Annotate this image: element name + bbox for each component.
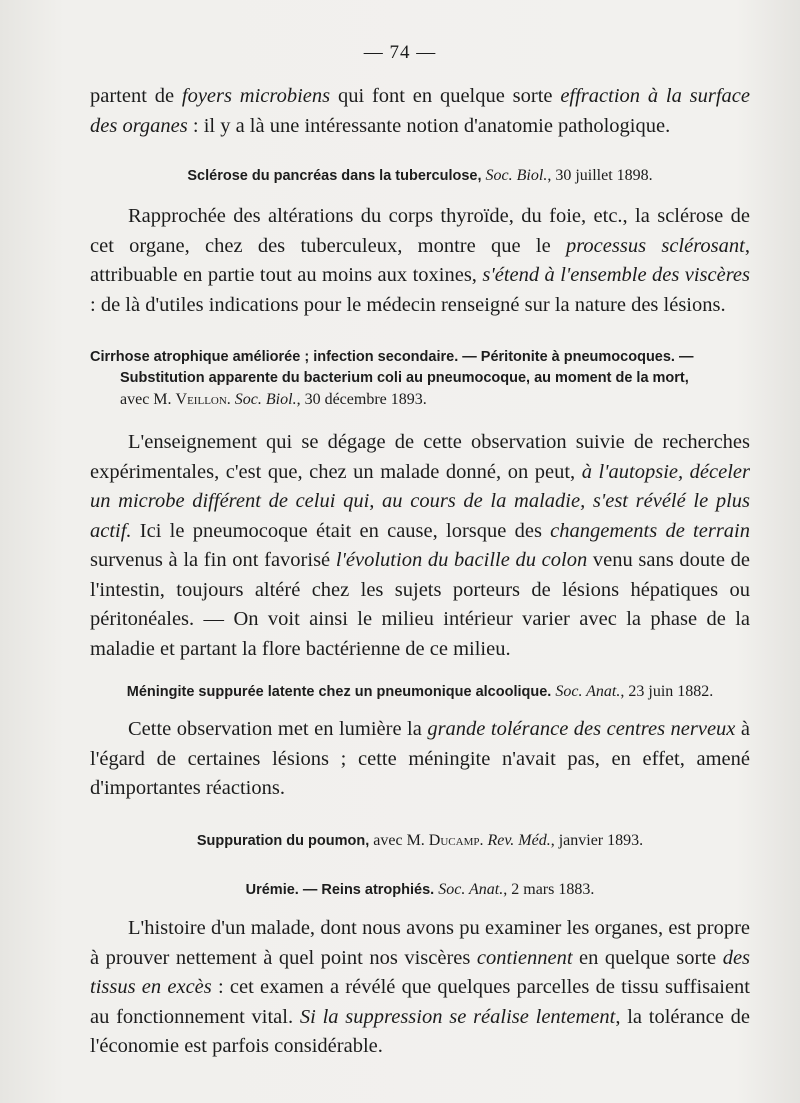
text-run: : cet examen a révélé que quelques parcelles de tissu suffisaient au fonctionnement vital.: [90, 976, 751, 1028]
italic-run: effraction à la surface des organes: [90, 85, 750, 137]
cirrhose-paragraph-block: [90, 428, 750, 664]
section-heading-suppuration: [90, 830, 750, 852]
publication-date: , 23 juin 1882.: [620, 683, 714, 700]
heading-reference: [555, 683, 713, 700]
text-run: : il y a là une intéressante notion d'anatomie pathologique.: [187, 114, 671, 137]
text-run: , la tolérance de l'économie est parfois considérable.: [90, 1005, 750, 1057]
heading-title: Suppuration du poumon,: [196, 833, 370, 849]
italic-run: à l'autopsie, déceler un microbe différent de celui qui, au cours de la maladie, s'est révélé le plus actif.: [90, 460, 750, 542]
publication-date: , 30 juillet 1898.: [547, 167, 653, 184]
heading-line: Cirrhose atrophique améliorée ; infection secondaire. — Péritonite à pneumocoques. —: [90, 349, 694, 365]
section-heading-pancreas: [90, 165, 750, 187]
text-run: : de là d'utiles indications pour le médecin renseigné sur la nature des lésions.: [90, 293, 726, 316]
text-run: , attribuable en partie tout au moins aux toxines,: [90, 234, 750, 286]
text-run: L'enseignement qui se dégage de cette observation suivie de recherches expérimentales, c'est que, chez un malade donné, on peut,: [90, 431, 750, 483]
uremie-paragraph-block: [90, 914, 750, 1062]
heading-title: Méningite suppurée latente chez un pneumonique alcoolique.: [126, 684, 552, 700]
italic-run: processus sclérosant: [565, 234, 745, 257]
page-number: — 74 —: [363, 42, 437, 63]
journal-name: Soc. Anat.: [438, 881, 504, 898]
section-heading-cirrhose: [90, 347, 760, 410]
section-heading-meningite: [90, 681, 750, 703]
intro-paragraph: [90, 82, 750, 141]
heading-reference: avec M. Veillon. Soc. Biol., 30 décembre 1893.: [120, 391, 427, 408]
text-run: Cette observation met en lumière la: [128, 718, 428, 740]
journal-name: Rev. Méd.: [487, 832, 551, 849]
italic-run: foyers microbiens: [181, 85, 331, 107]
text-run: à l'égard de certaines lésions ; cette méningite n'avait pas, en effet, amené d'importantes réactions.: [90, 718, 750, 799]
publication-date: , janvier 1893.: [550, 832, 644, 849]
heading-reference: [438, 881, 594, 898]
heading-title: Urémie. — Reins atrophiés.: [245, 882, 435, 898]
journal-name: Soc. Anat.: [555, 683, 621, 700]
heading-reference: avec M. Ducamp. Rev. Méd., janvier 1893.: [373, 832, 644, 849]
pancreas-paragraph: [90, 202, 750, 320]
text-run: L'histoire d'un malade, dont nous avons pu examiner les organes, est propre à prouver nettement à quel point nos viscères: [90, 917, 750, 969]
italic-run: Si la suppression se réalise lentement: [299, 1005, 616, 1028]
uremie-paragraph: [90, 914, 750, 1062]
text-run: partent de: [90, 85, 182, 107]
text-run: avec M.: [373, 832, 429, 849]
text-run: survenus à la fin ont favorisé: [90, 549, 336, 571]
text-run: venu sans doute de l'intestin, toujours altéré chez les sujets porteurs de lésions hépatiques ou péritonéales. — On voit ainsi le milieu intérieur varier avec la phase de la maladie et partant la flore bactérienne de ce milieu.: [90, 549, 750, 660]
pancreas-paragraph-block: [90, 202, 750, 320]
italic-run: l'évolution du bacille du colon: [335, 549, 588, 571]
cirrhose-paragraph: [90, 428, 750, 664]
heading-title: Sclérose du pancréas dans la tuberculose,: [187, 168, 482, 184]
journal-name: Soc. Biol.: [234, 391, 297, 408]
italic-run: changements de terrain: [550, 519, 750, 542]
intro-paragraph-block: [90, 82, 750, 141]
author-name: Ducamp: [428, 832, 480, 849]
author-name: Veillon: [175, 391, 227, 408]
italic-run: grande tolérance des centres nerveux: [427, 718, 736, 740]
publication-date: , 30 décembre 1893.: [296, 391, 427, 408]
meningite-paragraph: [90, 715, 750, 804]
section-heading-uremie: [90, 879, 750, 901]
italic-run: s'étend à l'ensemble des viscères: [482, 264, 750, 286]
italic-run: des tissus en excès: [90, 946, 751, 998]
text-run: avec M.: [120, 391, 176, 408]
heading-reference: [486, 167, 653, 184]
journal-name: Soc. Biol.: [485, 167, 548, 184]
text-run: Ici le pneumocoque était en cause, lorsque des: [131, 519, 551, 542]
text-run: en quelque sorte: [572, 946, 723, 969]
publication-date: , 2 mars 1883.: [503, 881, 595, 898]
meningite-paragraph-block: [90, 715, 750, 804]
heading-line: Substitution apparente du bacterium coli au pneumocoque, au moment de la mort,: [120, 370, 689, 386]
italic-run: contiennent: [476, 946, 573, 969]
text-run: qui font en quelque sorte: [330, 85, 561, 107]
text-run: Rapprochée des altérations du corps thyroïde, du foie, etc., la sclérose de cet organe, chez des tuberculeux, montre que le: [90, 205, 750, 257]
